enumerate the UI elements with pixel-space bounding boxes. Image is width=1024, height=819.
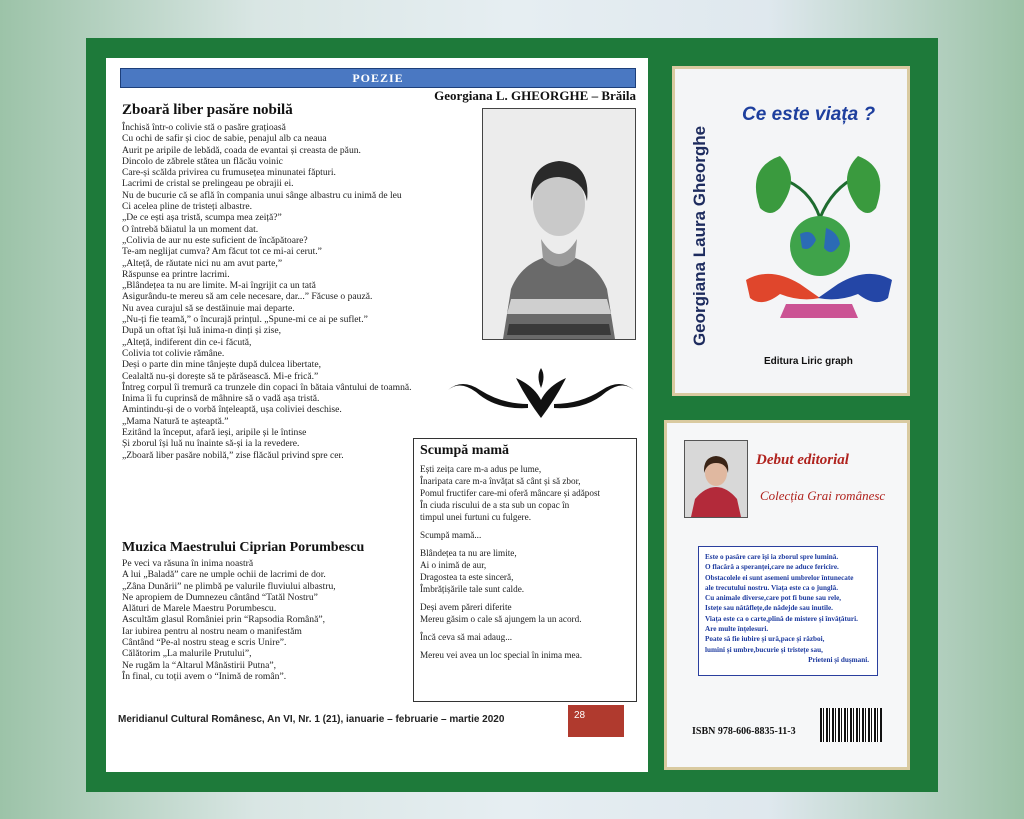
poem-line: Are multe înțelesuri. xyxy=(705,625,769,634)
poem-line: Te-am neglijat cumva? Am făcut tot ce mi-ai cerut.” xyxy=(122,246,322,258)
poem-line: „Colivia de aur nu este suficient de încăpătoare? xyxy=(122,234,308,246)
poem1-body xyxy=(122,122,412,461)
poem-line: Asigurându-te mereu să am cele necesare, dar...” Făcuse o pauză. xyxy=(122,291,373,303)
poem-line: Alături de Marele Maestru Porumbescu. xyxy=(122,603,277,615)
poem1-title: Zboară liber pasăre nobilă xyxy=(122,102,293,118)
poem-line: Nu de bucurie că se află în compania unui sânge albastru cu inimă de leu xyxy=(122,189,402,201)
isbn: ISBN 978-606-8835-11-3 xyxy=(692,726,796,737)
poem-line: „Zâna Dunării” ne plimbă pe valurile fluviului albastru, xyxy=(122,580,336,592)
book-title: Ce este viața ? xyxy=(742,104,876,125)
poem-line: Viața este ca o carte,plină de mistere și învățături. xyxy=(705,614,858,623)
poem-line: O flacără a speranței,care ne aduce fericire. xyxy=(705,563,839,572)
publisher-name: Editura Liric graph xyxy=(764,356,853,367)
poem3-box xyxy=(413,438,637,702)
poem-line: În final, cu toții avem o “Inimă de român”. xyxy=(122,670,287,682)
page-number: 28 xyxy=(568,705,624,737)
blurb-lines xyxy=(699,552,877,665)
poem-line: Ci acelea pline de tristeți albastre. xyxy=(122,201,252,213)
poem-line: Este o pasăre care își ia zborul spre lumină. xyxy=(705,553,839,561)
poem-line: Obstacolele ei sunt asemeni umbrelor întunecate xyxy=(705,573,854,582)
poem-line: Scumpă mamă... xyxy=(420,530,482,540)
book-front-cover xyxy=(672,66,910,396)
poem-line: Iar iubirea pentru al nostru neam o manifestăm xyxy=(122,625,302,637)
poem-line: „De ce ești așa tristă, scumpa mea zeiță?” xyxy=(122,212,282,224)
poem-line: Nu avea curajul să se destăinuie mai departe. xyxy=(122,302,295,314)
tree-globe-hands-icon xyxy=(740,148,898,338)
poem-line: O întrebă băiatul la un moment dat. xyxy=(122,223,259,235)
poem-line: „Zboară liber pasăre nobilă,” zise flăcăul privind spre cer. xyxy=(122,449,344,461)
poem-line: În ciuda riscului de a sta sub un copac în xyxy=(420,500,570,510)
poem-line: Încă ceva să mai adaug... xyxy=(420,632,513,642)
poem-line: Prieteni și dușmani. xyxy=(808,655,869,664)
poem-line: Cealaltă nu-și dorește să te părăsească. Mi-e frică.” xyxy=(122,370,319,382)
poem-line: Lacrimi de cristal se prelingeau pe obrajii ei. xyxy=(122,178,294,190)
poem-line: Deși o parte din mine tânjește după dulcea libertate, xyxy=(122,359,321,371)
debut-label: Debut editorial xyxy=(756,452,849,468)
poem-line: Deși avem păreri diferite xyxy=(420,602,512,612)
poem-line: Dragostea ta este sinceră, xyxy=(420,572,514,582)
poem-line: Cântând “Pe-al nostru steag e scris Unire”. xyxy=(122,637,287,649)
poem-line: „Alteță, de răutate nici nu am avut parte,” xyxy=(122,257,283,269)
poem-line: Istețe sau nătăflețe,de nădejde sau inutile. xyxy=(705,604,833,613)
poem-line: Înaripata care m-a învățat să cânt și să zbor, xyxy=(420,476,581,486)
poem-line: „Mama Natură te așteaptă.” xyxy=(122,415,229,427)
poem-line: Pomul fructifer care-mi oferă mâncare și adăpost xyxy=(420,488,601,498)
poem-line: Amintindu-și de o vorbă înțeleaptă, ușa coliviei deschise. xyxy=(122,404,342,416)
poem-line: „Blândețea ta nu are limite. M-ai îngrijit ca un tată xyxy=(122,280,316,292)
poem-line: Mereu găsim o cale să ajungem la un acord. xyxy=(420,614,582,624)
back-cover-photo xyxy=(684,440,748,518)
poem-line: Mereu vei avea un loc special în inima mea. xyxy=(420,650,582,660)
poem-line: Răspunse ea printre lacrimi. xyxy=(122,268,230,280)
poem-line: timpul unei furtuni cu fulgere. xyxy=(420,512,531,522)
poem-line: Călătorim „La malurile Prutului”, xyxy=(122,648,252,660)
poem-line: Care-și scălda privirea cu frumusețea minunatei făpturi. xyxy=(122,167,336,179)
poem-line: Aurit pe aripile de lebădă, coada de evantai și creasta de păun. xyxy=(122,144,361,156)
poem-line: Blândețea ta nu are limite, xyxy=(420,548,517,558)
poem-line: ale trecutului nostru. Viața este ca o junglă. xyxy=(705,583,839,592)
section-banner: POEZIE xyxy=(120,68,636,88)
poem-line: „Alteță, indiferent din ce-i făcută, xyxy=(122,336,252,348)
poem-line: Îmbrățișările tale sunt calde. xyxy=(420,584,525,594)
poem-line: După un oftat își luă inima-n dinți și zise, xyxy=(122,325,282,337)
magazine-page xyxy=(106,58,648,772)
poem-line: Poate să fie iubire și ură,pace și război, xyxy=(705,635,825,644)
book-back-cover xyxy=(664,420,910,770)
author-photo xyxy=(482,108,636,340)
poem-line: Cu animale diverse,care pot fi bune sau rele, xyxy=(705,594,842,603)
ornament-icon xyxy=(446,368,636,422)
barcode-icon xyxy=(820,708,882,742)
poem-line: Inima îi fu cuprinsă de mâhnire să o vadă așa tristă. xyxy=(122,393,320,405)
poem2-title: Muzica Maestrului Ciprian Porumbescu xyxy=(122,540,365,555)
cover-author: Georgiana Laura Gheorghe xyxy=(690,125,709,347)
poem-line: Dincolo de zăbrele stătea un flăcău voinic xyxy=(122,155,283,167)
poem-line: Ezitând la început, afară ieși, aripile și le întinse xyxy=(122,427,307,439)
poem-line: Ai o inimă de aur, xyxy=(420,560,487,570)
poem-line: Pe veci va răsuna în inima noastră xyxy=(122,558,254,569)
poem-line: Colivia tot colivie rămâne. xyxy=(122,347,225,359)
poem3-body xyxy=(420,463,600,661)
poem-line: A lui „Baladă” care ne umple ochii de lacrimi de dor. xyxy=(122,569,326,581)
poem-line: Ascultăm glasul României prin “Rapsodia Română”, xyxy=(122,614,326,626)
poet-name: Georgiana L. GHEORGHE – Brăila xyxy=(434,88,636,103)
poem3-title: Scumpă mamă xyxy=(420,443,510,458)
poem-line: Și zborul își luă nu înainte să-și ia la revedere. xyxy=(122,438,300,450)
poem-line: Ne apropiem de Dumnezeu cântând “Tatăl Nostru” xyxy=(122,591,318,603)
poem-line: Întreg corpul îi tremură ca trunzele din copaci în bătaia vântului de toamnă. xyxy=(122,381,412,393)
poem-line: Ne rugăm la “Altarul Mânăstirii Putna”, xyxy=(122,659,276,671)
poem2-body xyxy=(122,558,336,682)
poem-line: Cu ochi de safir și cioc de sabie, penajul alb ca neaua xyxy=(122,133,327,145)
back-cover-blurb xyxy=(698,546,878,676)
poem-line: Ești zeița care m-a adus pe lume, xyxy=(420,464,542,474)
magazine-footer: Meridianul Cultural Românesc, An VI, Nr. 1 (21), ianuarie – februarie – martie 2020 xyxy=(118,714,505,725)
cover-author-vertical xyxy=(680,86,720,386)
poem-line: „Nu-ți fie teamă,” o încurajă prințul. „Spune-mi ce ai pe suflet.” xyxy=(122,314,368,326)
collection-label: Colecția Grai românesc xyxy=(760,488,886,503)
poem-line: lumini și umbre,bucurie și tristețe sau, xyxy=(705,645,823,654)
poem-line: Închisă într-o colivie stă o pasăre grațioasă xyxy=(122,122,286,133)
